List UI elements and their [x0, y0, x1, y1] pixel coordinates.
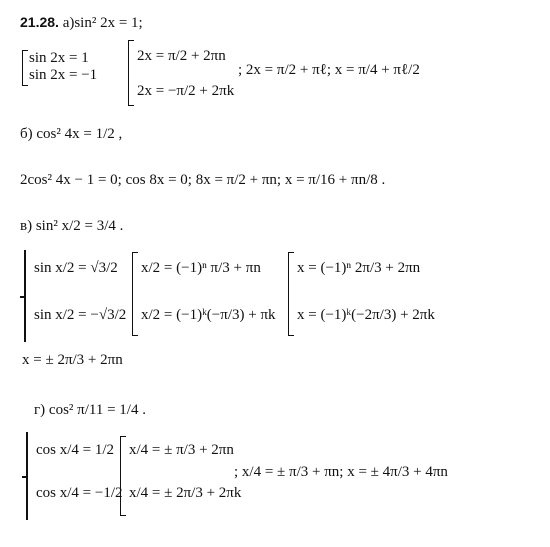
part-a-system-2 — [128, 40, 234, 106]
part-a-answer: ; 2x = π/2 + πℓ; x = π/4 + πℓ/2 — [238, 62, 420, 78]
part-a-system-1-line-1: sin 2x = 1 — [29, 50, 89, 66]
part-c-system-2 — [132, 252, 276, 336]
part-a-equation: sin² 2x = 1; — [74, 15, 143, 31]
part-c-system-3 — [288, 252, 435, 336]
part-c-label: в) — [20, 218, 33, 234]
part-a-system-1-line-2: sin 2x = −1 — [29, 67, 98, 83]
part-a-system-2-line-2: 2x = −π/2 + 2πk — [137, 83, 235, 99]
part-c-system-1-line-1: sin x/2 = √3/2 — [34, 260, 118, 276]
part-c-system-1 — [24, 250, 126, 342]
part-c-system-3-line-2: x = (−1)ᵏ(−2π/3) + 2πk — [297, 307, 435, 323]
part-d-system-1-line-2: cos x/4 = −1/2 — [36, 485, 123, 501]
part-d-equation: cos² π/11 = 1/4 . — [48, 402, 146, 418]
part-d-system-1 — [26, 432, 123, 520]
part-d-system-2-line-1: x/4 = ± π/3 + 2πn — [129, 442, 234, 458]
problem-number: 21.28. — [20, 14, 59, 30]
part-a-system-1 — [22, 50, 97, 86]
part-c-system-3-line-1: x = (−1)ⁿ 2π/3 + 2πn — [297, 260, 421, 276]
part-d-label: г) — [34, 402, 46, 418]
part-d-answer: ; x/4 = ± π/3 + πn; x = ± 4π/3 + 4πn — [234, 464, 448, 480]
part-d-system-2-line-2: x/4 = ± 2π/3 + 2πk — [129, 485, 242, 501]
part-b-label: б) — [20, 126, 33, 142]
part-a-label: а) — [62, 15, 75, 31]
part-c-system-1-line-2: sin x/2 = −√3/2 — [34, 307, 127, 323]
part-b-header — [20, 126, 122, 143]
part-d-system-1-line-1: cos x/4 = 1/2 — [36, 442, 115, 458]
part-b-equation: cos² 4x = 1/2 , — [36, 126, 123, 142]
part-d-system-2 — [120, 436, 241, 516]
part-d-header — [34, 402, 146, 419]
part-c-answer: x = ± 2π/3 + 2πn — [22, 352, 123, 368]
part-c-header — [20, 218, 123, 235]
part-c-system-2-line-2: x/2 = (−1)ᵏ(−π/3) + πk — [141, 307, 276, 323]
part-a-system-2-line-1: 2x = π/2 + 2πn — [137, 48, 226, 64]
part-c-system-2-line-1: x/2 = (−1)ⁿ π/3 + πn — [141, 260, 261, 276]
part-c-equation: sin² x/2 = 3/4 . — [35, 218, 124, 234]
part-b-solution: 2cos² 4x − 1 = 0; cos 8x = 0; 8x = π/2 + πn; x = π/16 + πn/8 . — [20, 172, 386, 188]
problem-header — [20, 14, 143, 32]
